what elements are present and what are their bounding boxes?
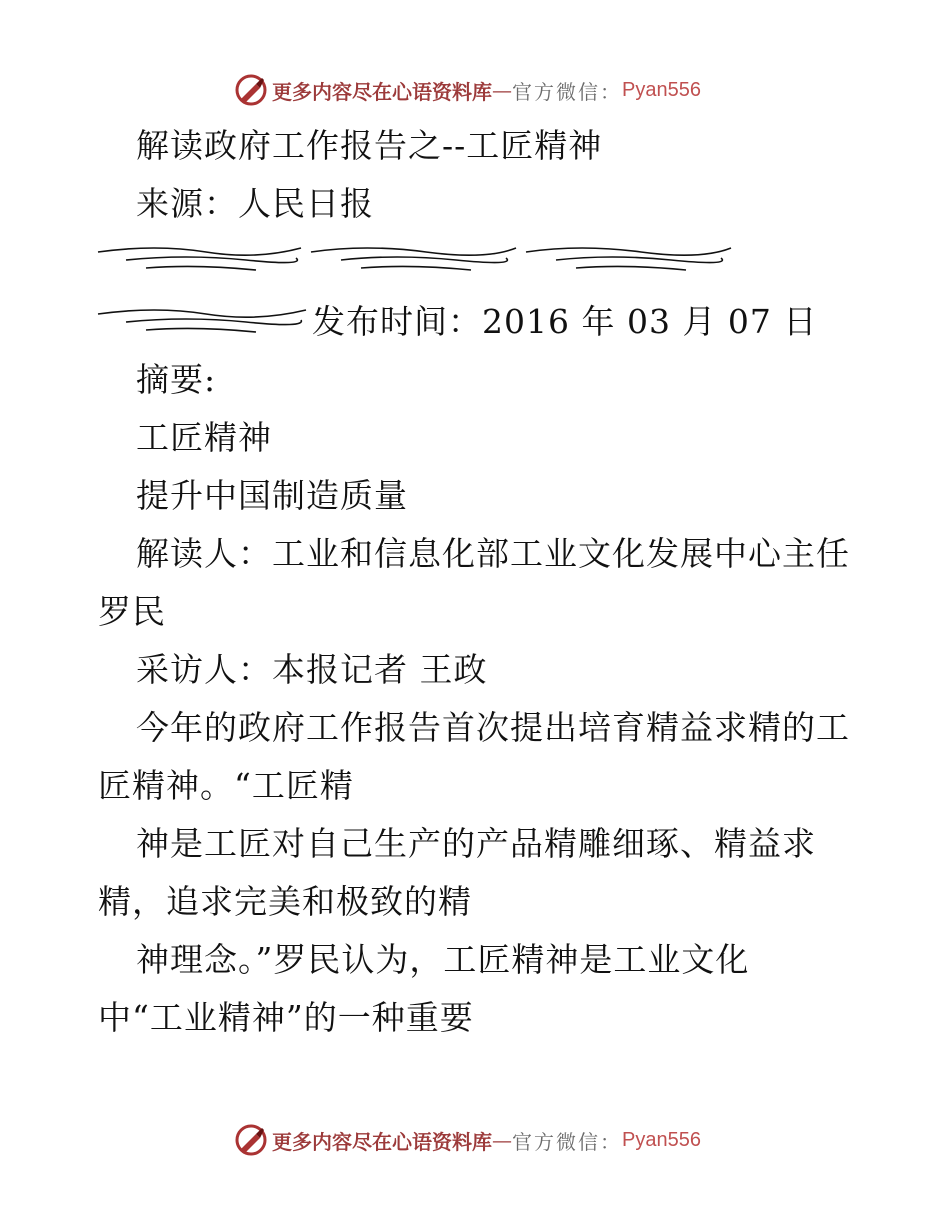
summary-line-1: 工匠精神 (136, 418, 272, 457)
header-banner (234, 70, 701, 110)
footer-dash: — (492, 1128, 512, 1152)
doc-date: 发布时间：2016 年 03 月 07 日 (312, 302, 818, 341)
paragraph-3-line-2: 中“工业精神”的一种重要 (98, 998, 474, 1037)
paragraph-1-line-1: 今年的政府工作报告首次提出培育精益求精的工 (136, 708, 850, 747)
pen-logo-icon (234, 73, 268, 107)
footer-wechat-id: Pyan556 (622, 1128, 701, 1151)
paragraph-2-line-2: 精，追求完美和极致的精 (98, 882, 472, 921)
wavy-decoration-2 (96, 300, 311, 340)
interviewee-line: 解读人：工业和信息化部工业文化发展中心主任 (136, 534, 850, 573)
footer-wechat-label: 官方微信： (512, 1129, 622, 1154)
doc-title: 解读政府工作报告之--工匠精神 (136, 126, 603, 165)
banner-wechat-id: Pyan556 (622, 78, 701, 101)
interviewee-name: 罗民 (98, 592, 166, 631)
summary-line-2: 提升中国制造质量 (136, 476, 408, 515)
banner-wechat-label: 官方微信： (512, 79, 622, 104)
banner-dash: — (492, 78, 512, 102)
footer-banner (234, 1120, 701, 1160)
paragraph-2-line-1: 神是工匠对自己生产的产品精雕细琢、精益求 (136, 824, 816, 863)
banner-title: 更多内容尽在心语资料库 (272, 79, 492, 104)
wavy-decoration (96, 238, 746, 280)
paragraph-3-line-1: 神理念。”罗民认为，工匠精神是工业文化 (136, 940, 750, 979)
pen-logo-icon (234, 1123, 268, 1157)
paragraph-1-line-2: 匠精神。“工匠精 (98, 766, 354, 805)
summary-label: 摘要: (136, 360, 217, 399)
doc-source: 来源：人民日报 (136, 184, 374, 223)
interviewer-line: 采访人：本报记者 王政 (136, 650, 488, 689)
footer-title: 更多内容尽在心语资料库 (272, 1129, 492, 1154)
